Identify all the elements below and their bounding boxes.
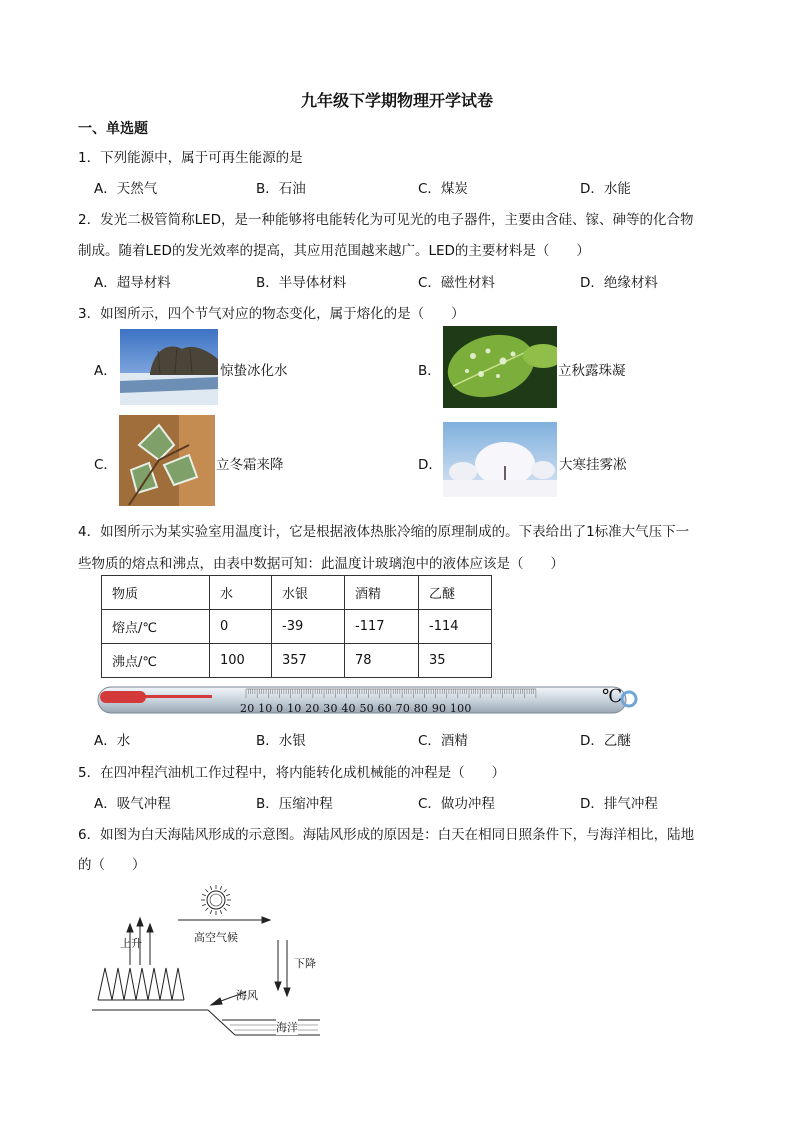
table-cell: 357 (272, 644, 345, 678)
question-1: 1．下列能源中，属于可再生能源的是 (78, 150, 303, 166)
table-cell: 沸点/℃ (102, 644, 210, 678)
melting-boiling-table (101, 575, 492, 678)
page-title: 九年级下学期物理开学试卷 (300, 91, 493, 110)
question-2-line-2: 制成。随着LED的发光效率的提高，其应用范围越来越广。LED的主要材料是（ ） (78, 243, 590, 259)
table-cell: -117 (345, 610, 419, 644)
table-cell: -39 (272, 610, 345, 644)
q2-option-a: A．超导材料 (94, 275, 171, 291)
sea-breeze-diagram (90, 880, 330, 1040)
q3-option-c-letter: C． (94, 457, 117, 473)
section-heading: 一、单选题 (78, 121, 148, 137)
q5-option-a: A．吸气冲程 (94, 796, 171, 812)
label-up: 上升 (120, 937, 142, 950)
table-header-row (102, 576, 492, 610)
rime-tree-photo (443, 422, 557, 497)
q2-option-b: B．半导体材料 (256, 275, 347, 291)
q4-option-a: A．水 (94, 733, 131, 749)
q4-option-d: D．乙醚 (580, 733, 631, 749)
question-2-line-1: 2．发光二极管简称LED，是一种能够将电能转化为可见光的电子器件，主要由含硅、镓、砷等的化合物 (78, 212, 694, 228)
label-down: 下降 (294, 957, 316, 970)
question-3: 3．如图所示，四个节气对应的物态变化，属于熔化的是（ ） (78, 306, 465, 322)
q1-option-c: C．煤炭 (418, 181, 468, 197)
q3-option-c-caption: 立冬霜来降 (216, 457, 284, 473)
table-row (102, 644, 492, 678)
q4-option-c: C．酒精 (418, 733, 468, 749)
question-6-line-2: 的（ ） (78, 857, 146, 873)
question-6-line-1: 6．如图为白天海陆风形成的示意图。海陆风形成的原因是：白天在相同日照条件下，与海洋相比，陆地 (78, 827, 695, 843)
q5-option-c: C．做功冲程 (418, 796, 495, 812)
table-row (102, 610, 492, 644)
q3-option-d-caption: 大寒挂雾凇 (559, 457, 627, 473)
q1-option-b: B．石油 (256, 181, 306, 197)
q5-option-d: D．排气冲程 (580, 796, 658, 812)
q2-option-c: C．磁性材料 (418, 275, 495, 291)
q3-option-b-caption: 立秋露珠凝 (558, 363, 626, 379)
q2-option-d: D．绝缘材料 (580, 275, 658, 291)
table-cell: 酒精 (345, 576, 419, 610)
ice-river-photo (120, 329, 218, 405)
question-5: 5．在四冲程汽油机工作过程中，将内能转化成机械能的冲程是（ ） (78, 765, 506, 781)
table-cell: 乙醚 (419, 576, 492, 610)
label-high-altitude: 高空气候 (194, 931, 238, 944)
table-cell: 熔点/℃ (102, 610, 210, 644)
question-4-line-1: 4．如图所示为某实验室用温度计，它是根据液体热胀冷缩的原理制成的。下表给出了1标准大气压下一 (78, 524, 690, 540)
thermometer-scale: 20 10 0 10 20 30 40 50 60 70 80 90 100 (240, 702, 472, 715)
table-cell: 物质 (102, 576, 210, 610)
table-cell: -114 (419, 610, 492, 644)
q1-option-d: D．水能 (580, 181, 631, 197)
q4-option-b: B．水银 (256, 733, 306, 749)
sun-icon (201, 885, 231, 915)
question-4-line-2: 些物质的熔点和沸点，由表中数据可知：此温度计玻璃泡中的液体应该是（ ） (78, 556, 564, 572)
frost-leaves-photo (119, 415, 215, 506)
q3-option-a-caption: 惊蛰冰化水 (220, 363, 288, 379)
q3-option-a-letter: A． (94, 363, 117, 379)
dew-leaf-photo (443, 326, 557, 408)
q5-option-b: B．压缩冲程 (256, 796, 333, 812)
label-ocean: 海洋 (276, 1021, 298, 1034)
table-cell: 78 (345, 644, 419, 678)
table-cell: 100 (210, 644, 272, 678)
table-cell: 水 (210, 576, 272, 610)
table-cell: 0 (210, 610, 272, 644)
label-sea-breeze: 海风 (236, 989, 258, 1002)
table-cell: 35 (419, 644, 492, 678)
q3-option-b-letter: B． (418, 363, 441, 379)
q3-option-d-letter: D． (418, 457, 442, 473)
table-cell: 水银 (272, 576, 345, 610)
q1-option-a: A．天然气 (94, 181, 158, 197)
celsius-unit: ℃ (602, 686, 623, 707)
